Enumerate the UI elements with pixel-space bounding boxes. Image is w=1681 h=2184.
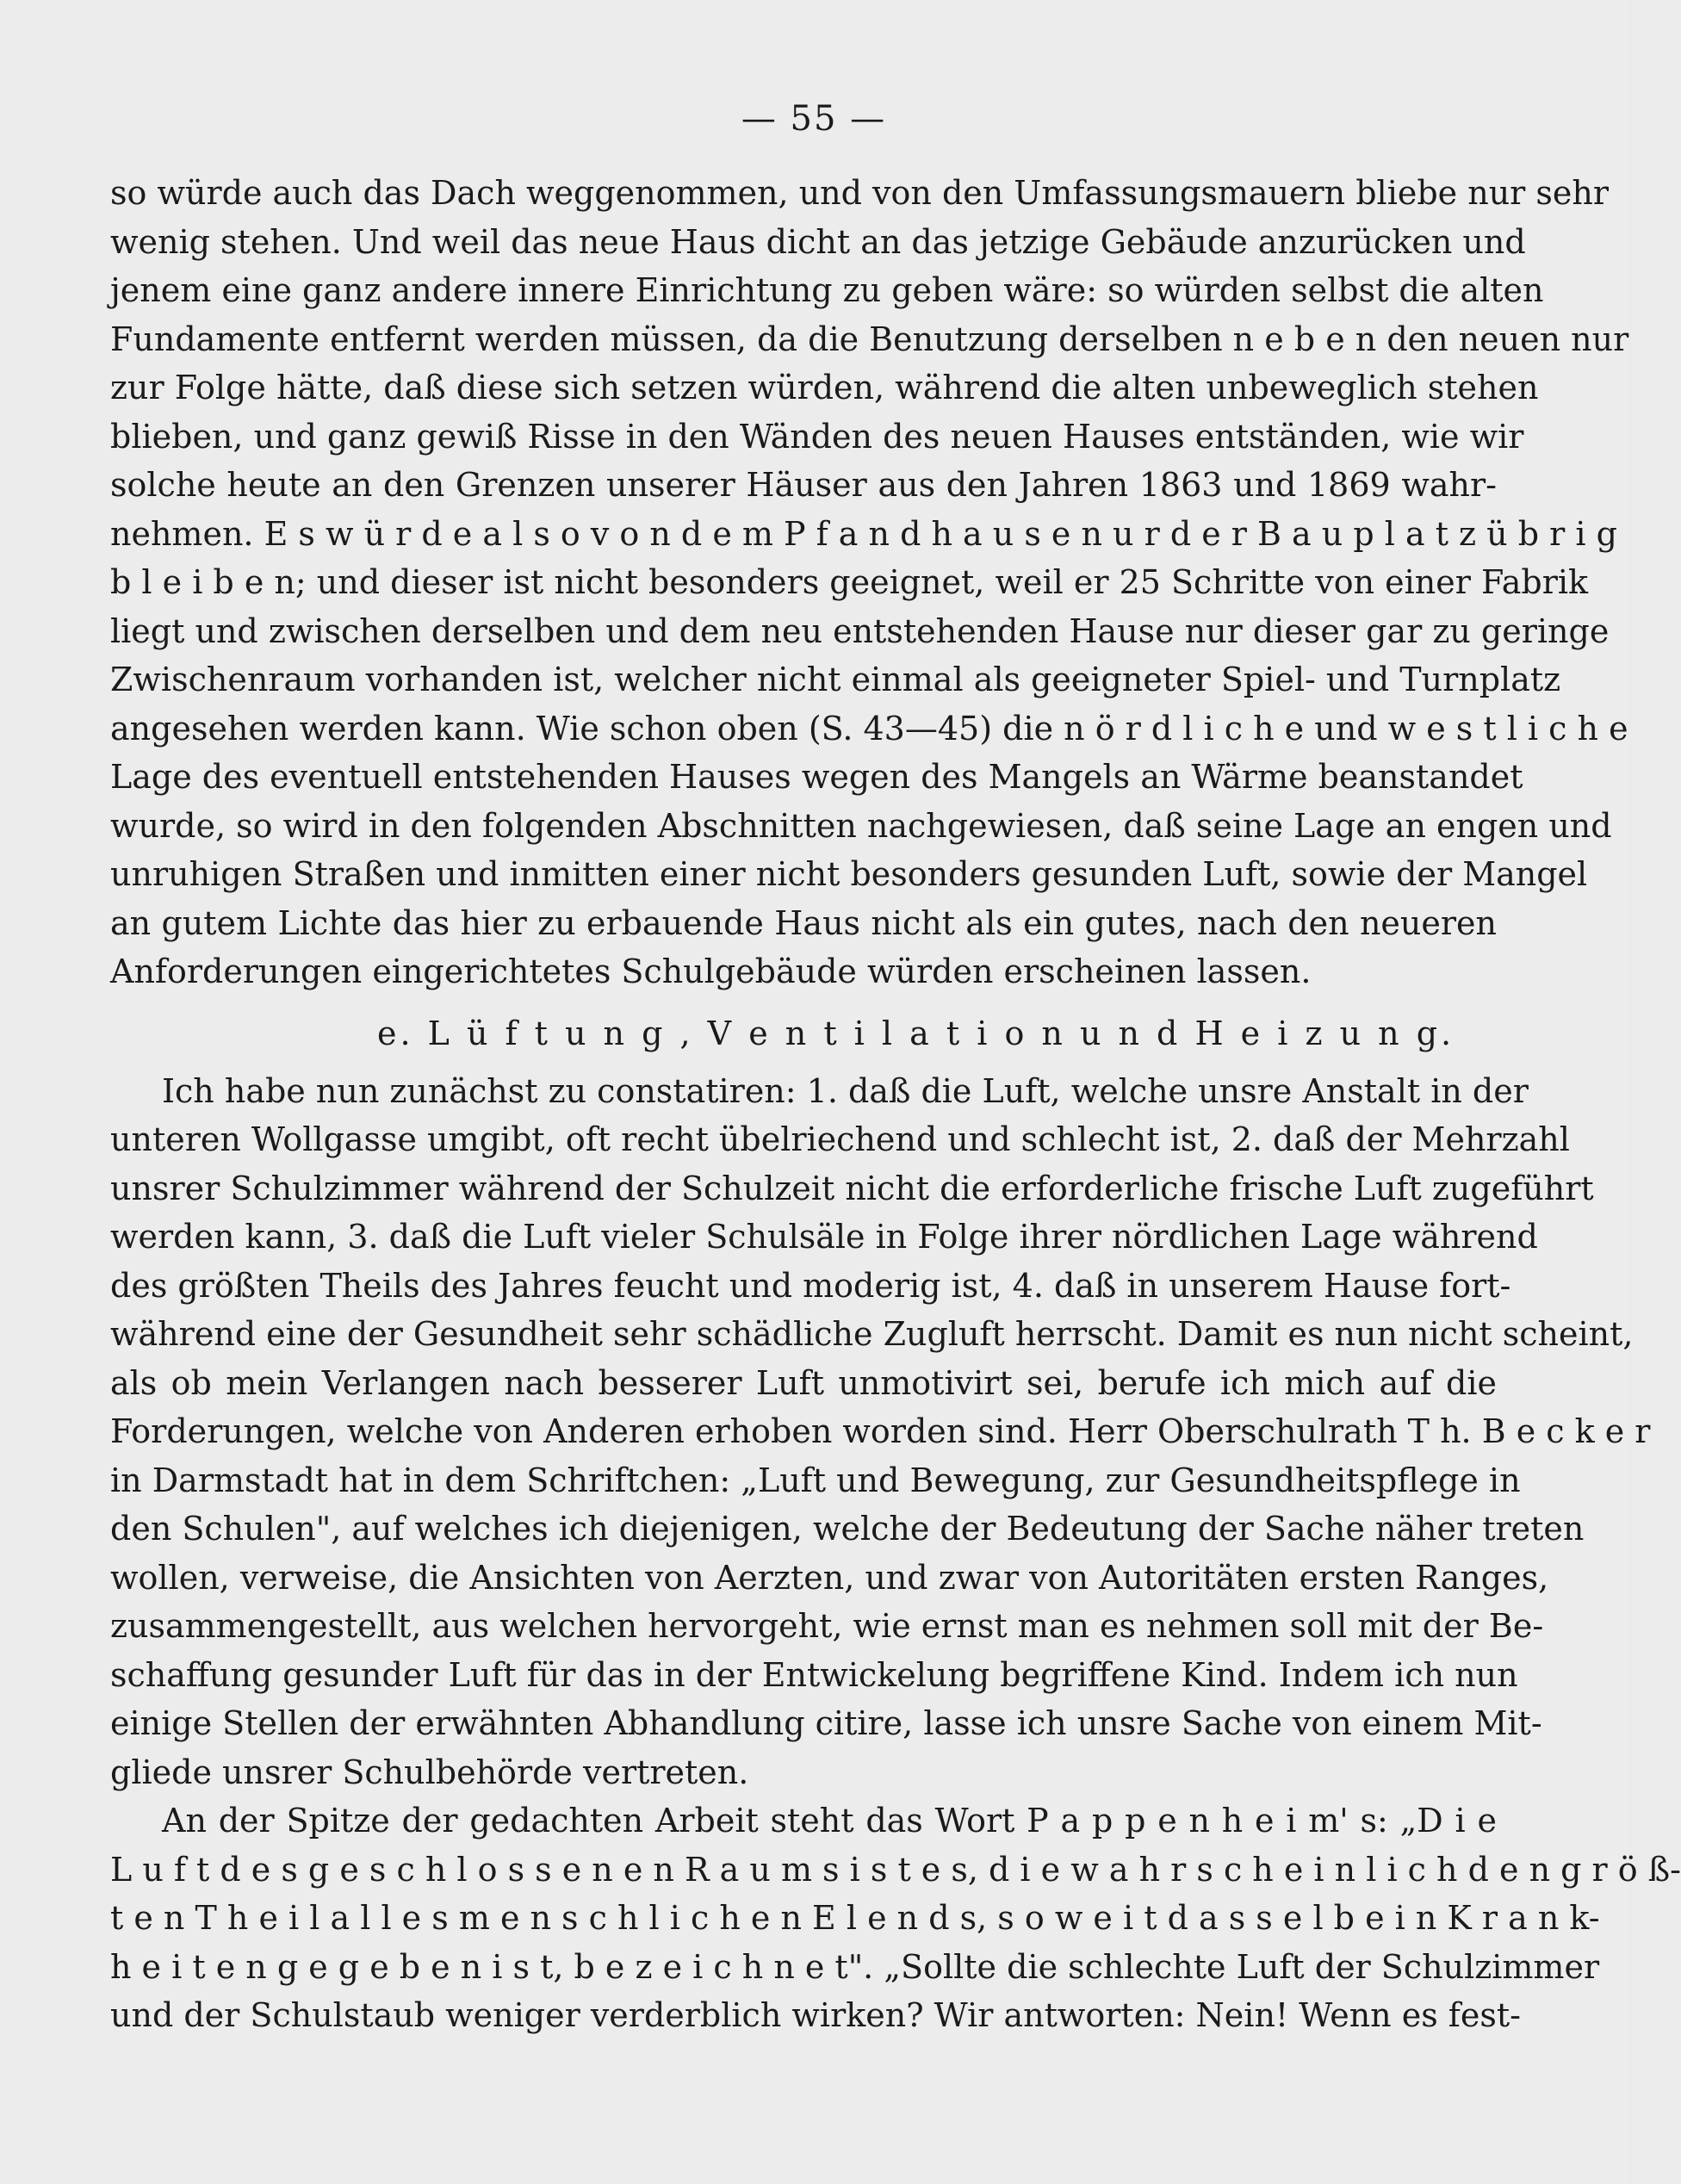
text-line: an gutem Lichte das hier zu erbauende Haus nicht als ein gutes, nach den neueren xyxy=(110,903,1497,942)
section-heading: e. L ü f t u n g , V e n t i l a t i o n u n d H e i z u n g. xyxy=(377,1014,1455,1052)
page-number: — 55 — xyxy=(741,99,887,139)
text-line: einige Stellen der erwähnten Abhandlung citire, lasse ich unsre Sache von einem Mit- xyxy=(110,1704,1542,1742)
text-line: An der Spitze der gedachten Arbeit steht das Wort P a p p e n h e i m' s: „D i e xyxy=(162,1802,1497,1840)
text-line: jenem eine ganz andere innere Einrichtung zu geben wäre: so würden selbst die alten xyxy=(110,271,1544,309)
text-line: Zwischenraum vorhanden ist, welcher nicht einmal als geeigneter Spiel- und Turnplatz xyxy=(110,661,1561,698)
text-line: Fundamente entfernt werden müssen, da die Benutzung derselben n e b e n den neuen nur xyxy=(110,320,1629,358)
text-line: gliede unsrer Schulbehörde vertreten. xyxy=(110,1753,749,1791)
text-line: angesehen werden kann. Wie schon oben (S. 43—45) die n ö r d l i c h e und w e s t l i c h e xyxy=(110,709,1628,748)
text-line: werden kann, 3. daß die Luft vieler Schulsäle in Folge ihrer nördlichen Lage während xyxy=(110,1218,1538,1256)
text-line: t e n T h e i l a l l e s m e n s c h l i c h e n E l e n d s, s o w e i t d a s s e l b e i n K r a n k- xyxy=(110,1899,1600,1937)
text-line: wurde, so wird in den folgenden Abschnitten nachgewiesen, daß seine Lage an engen und xyxy=(110,806,1612,845)
text-line: zur Folge hätte, daß diese sich setzen würden, während die alten unbeweglich stehen xyxy=(110,369,1539,406)
text-line: Forderungen, welche von Anderen erhoben worden sind. Herr Oberschulrath T h. B e c k e r xyxy=(110,1412,1651,1450)
text-line: Anforderungen eingerichtetes Schulgebäude würden erscheinen lassen. xyxy=(110,952,1312,990)
text-line: während eine der Gesundheit sehr schädliche Zugluft herrscht. Damit es nun nicht scheint, xyxy=(110,1315,1634,1353)
text-line: b l e i b e n; und dieser ist nicht besonders geeignet, weil er 25 Schritte von einer Fabrik xyxy=(110,563,1589,601)
text-line: wollen, verweise, die Ansichten von Aerzten, und zwar von Autoritäten ersten Ranges, xyxy=(110,1558,1549,1597)
text-line: so würde auch das Dach weggenommen, und von den Umfassungsmauern bliebe nur sehr xyxy=(110,174,1610,212)
text-line: nehmen. E s w ü r d e a l s o v o n d e m P f a n d h a u s e n u r d e r B a u p l a t z ü b r i g xyxy=(110,514,1617,553)
text-line: liegt und zwischen derselben und dem neu entstehenden Hause nur dieser gar zu geringe xyxy=(110,611,1610,650)
text-line: unsrer Schulzimmer während der Schulzeit nicht die erforderliche frische Luft zugeführt xyxy=(110,1169,1594,1207)
page-body xyxy=(110,169,1681,2040)
text-line: Ich habe nun zunächst zu constatiren: 1. daß die Luft, welche unsre Anstalt in der xyxy=(162,1071,1529,1110)
text-line: unruhigen Straßen und inmitten einer nicht besonders gesunden Luft, sowie der Mangel xyxy=(110,855,1588,893)
text-line: wenig stehen. Und weil das neue Haus dicht an das jetzige Gebäude anzurücken und xyxy=(110,222,1526,261)
text-line: zusammengestellt, aus welchen hervorgeht, wie ernst man es nehmen soll mit der Be- xyxy=(110,1607,1544,1645)
text-line: solche heute an den Grenzen unserer Häuser aus den Jahren 1863 und 1869 wahr- xyxy=(110,466,1497,504)
text-line: h e i t e n g e g e b e n i s t, b e z e i c h n e t". „Sollte die schlechte Luft der Schulzimmer xyxy=(110,1947,1600,1986)
text-line: als ob mein Verlangen nach besserer Luft unmotivirt sei, berufe ich mich auf die xyxy=(110,1363,1497,1402)
text-line: L u f t d e s g e s c h l o s s e n e n R a u m s i s t e s, d i e w a h r s c h e i n l i c h d e n g r ö ß- xyxy=(110,1850,1681,1889)
text-line: in Darmstadt hat in dem Schriftchen: „Luft und Bewegung, zur Gesundheitspflege in xyxy=(110,1461,1521,1499)
text-line: Lage des eventuell entstehenden Hauses wegen des Mangels an Wärme beanstandet xyxy=(110,758,1523,796)
text-line: schaffung gesunder Luft für das in der Entwickelung begriffene Kind. Indem ich nun xyxy=(110,1655,1518,1694)
text-line: blieben, und ganz gewiß Risse in den Wänden des neuen Hauses entständen, wie wir xyxy=(110,417,1524,456)
text-line: unteren Wollgasse umgibt, oft recht übelriechend und schlecht ist, 2. daß der Mehrzahl xyxy=(110,1120,1570,1158)
text-line: und der Schulstaub weniger verderblich wirken? Wir antworten: Nein! Wenn es fest- xyxy=(110,1996,1521,2034)
text-line: den Schulen", auf welches ich diejenigen, welche der Bedeutung der Sache näher treten xyxy=(110,1510,1585,1548)
text-line: des größten Theils des Jahres feucht und moderig ist, 4. daß in unserem Hause fort- xyxy=(110,1266,1511,1305)
